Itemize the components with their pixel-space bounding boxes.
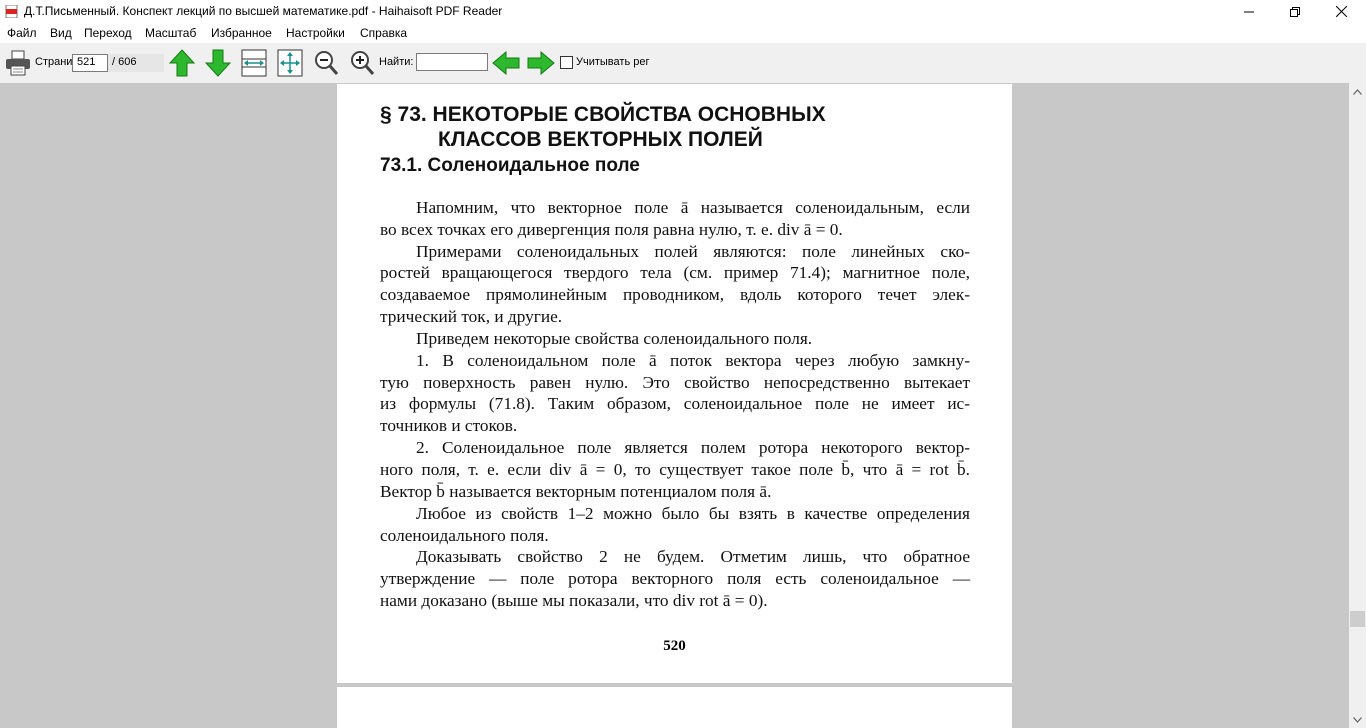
zoom-out-button[interactable] [312,48,340,78]
text-line: утверждение — поле ротора векторного поля есть соленоидальное — [380,569,970,588]
section-heading-line1: § 73. НЕКОТОРЫЕ СВОЙСТВА ОСНОВНЫХ [380,103,826,126]
fit-width-icon [241,49,267,77]
fit-page-button[interactable] [276,48,304,78]
zoom-in-icon [349,49,375,77]
arrow-right-icon [527,51,555,75]
text-line: ного поля, т. е. если div ā = 0, то существует такое поле b̄, что ā = rot b̄. [380,460,970,479]
fit-page-icon [277,49,303,77]
arrow-down-icon [205,49,231,77]
print-button[interactable] [3,48,33,78]
subsection-heading: 73.1. Соленоидальное поле [380,155,640,176]
menu-file[interactable]: Файл [7,26,37,40]
minimize-icon [1244,7,1254,17]
text-line: Любое из свойств 1–2 можно было бы взять в качестве определения [416,504,970,523]
text-line: Примерами соленоидальных полей являются: поле линейных ско- [416,242,970,261]
vertical-scrollbar[interactable] [1349,83,1366,728]
text-line: точников и стоков. [380,416,518,435]
text-line: создаваемое прямолинейным проводником, вдоль которого течет элек- [380,285,970,304]
menu-settings[interactable]: Настройки [286,26,345,40]
fit-width-button[interactable] [240,48,268,78]
scroll-down-button[interactable] [1349,711,1366,728]
text-line: Приведем некоторые свойства соленоидального поля. [416,329,813,348]
text-line: из формулы (71.8). Таким образом, соленоидальное поле не имеет ис- [380,394,970,413]
menu-zoom[interactable]: Масштаб [145,26,197,40]
window-title: Д.Т.Письменный. Конспект лекций по высшей математике.pdf - Haihaisoft PDF Reader [24,4,503,18]
menu-view[interactable]: Вид [50,26,72,40]
close-icon [1336,6,1347,17]
arrow-left-icon [492,51,520,75]
menu-bar [0,23,1366,43]
text-line: 2. Соленоидальное поле является полем ротора некоторого вектор- [416,438,970,457]
zoom-out-icon [313,49,339,77]
pdf-page [337,84,1012,683]
match-case-checkbox[interactable] [560,56,573,69]
text-line: Доказывать свойство 2 не будем. Отметим лишь, что обратное [416,547,970,566]
arrow-up-icon [169,49,195,77]
printer-icon [4,49,32,77]
title-bar [0,0,1366,23]
text-line: во всех точках его дивергенция поля равна нулю, т. е. div ā = 0. [380,220,843,239]
page-label: Страни [35,56,73,68]
menu-help[interactable]: Справка [360,26,408,40]
minimize-button[interactable] [1226,0,1272,23]
next-pdf-page [337,687,1012,728]
find-next-button[interactable] [526,48,556,78]
find-previous-button[interactable] [491,48,521,78]
text-line: Напомним, что векторное поле ā называется соленоидальным, если [416,198,970,217]
page-number-input[interactable]: 521 [72,54,108,72]
menu-goto[interactable]: Переход [84,26,132,40]
text-line: тую поверхность равен нулю. Это свойство непосредственно вытекает [380,373,970,392]
previous-page-button[interactable] [168,48,196,78]
text-line: ростей вращающегося твердого тела (см. пример 71.4); магнитное поле, [380,263,970,282]
zoom-in-button[interactable] [348,48,376,78]
page-total: / 606 [108,54,164,72]
pdf-app-icon [5,5,18,18]
restore-button[interactable] [1272,0,1318,23]
text-line: трический ток, и другие. [380,307,563,326]
text-line: 1. В соленоидальном поле ā поток вектора через любую замкну- [416,351,970,370]
scroll-up-button[interactable] [1349,83,1366,100]
scrollbar-thumb[interactable] [1350,611,1365,627]
section-heading-line2: КЛАССОВ ВЕКТОРНЫХ ПОЛЕЙ [438,128,763,151]
restore-icon [1290,7,1300,17]
text-line: нами доказано (выше мы показали, что div rot ā = 0). [380,591,768,610]
toolbar [0,43,1366,83]
chevron-up-icon [1353,89,1362,95]
document-viewer[interactable] [0,83,1349,728]
menu-favorites[interactable]: Избранное [211,26,272,40]
page-number: 520 [663,638,686,654]
find-label: Найти: [379,56,414,68]
next-page-button[interactable] [204,48,232,78]
match-case-label: Учитывать рег [576,56,650,68]
find-input[interactable] [416,53,488,71]
close-button[interactable] [1318,0,1364,23]
text-line: соленоидального поля. [380,526,549,545]
text-line: Вектор b̄ называется векторным потенциалом поля ā. [380,482,772,501]
chevron-down-icon [1353,717,1362,723]
